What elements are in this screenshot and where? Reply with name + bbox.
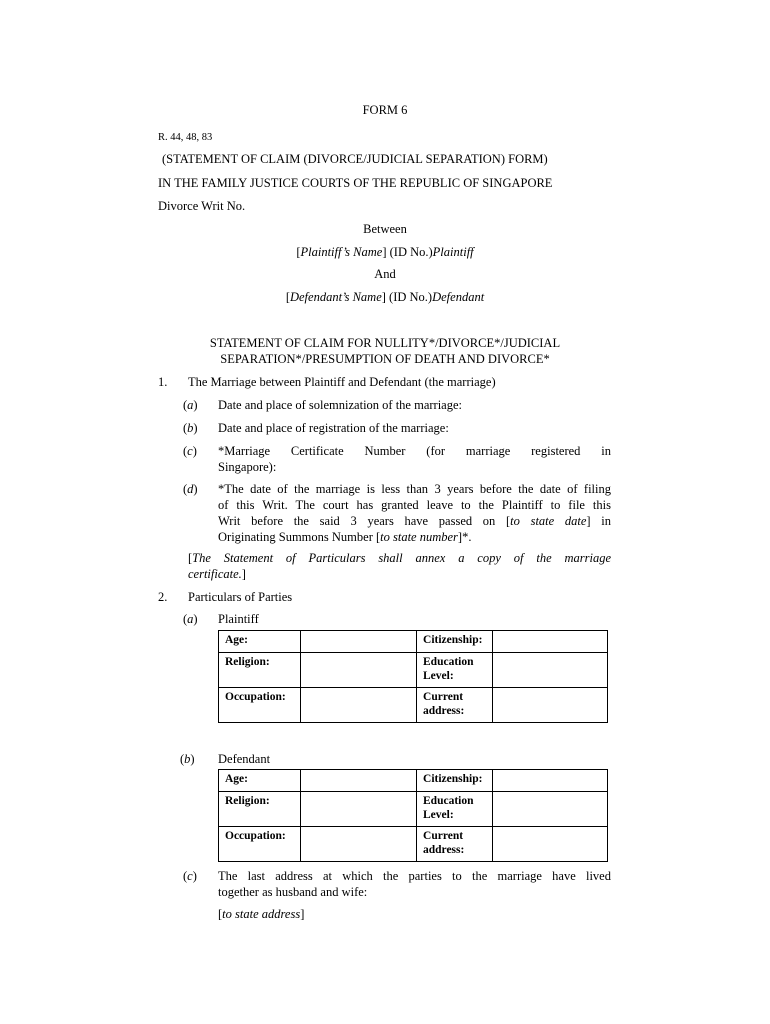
item-1c-label: (c) xyxy=(183,444,197,458)
last-address-text: The last address at which the parties to the marriage have lived together as husband and wife: xyxy=(218,869,611,899)
section-2-number: 2. xyxy=(158,590,168,604)
table-row xyxy=(219,653,608,688)
court-name: IN THE FAMILY JUSTICE COURTS OF THE REPUBLIC OF SINGAPORE xyxy=(158,176,553,190)
table-row xyxy=(219,688,608,723)
address-label: Current address: xyxy=(417,688,493,723)
plaintiff-occupation-cell[interactable] xyxy=(300,688,416,723)
citizenship-label: Citizenship: xyxy=(417,631,493,653)
plaintiff-id: ] (ID No.) xyxy=(382,245,433,259)
defendant-line: [Defendant’s Name] (ID No.)Defendant xyxy=(285,290,485,304)
education-label: Education Level: xyxy=(417,792,493,827)
plaintiff-education-cell[interactable] xyxy=(492,653,607,688)
plaintiff-role: Plaintiff xyxy=(432,245,474,259)
marriage-certificate-note: [The Statement of Particulars shall annex a copy of the marriage certificate.] xyxy=(188,551,611,581)
table-row xyxy=(219,631,608,653)
item-2c-label: (c) xyxy=(183,869,197,883)
address-label: Current address: xyxy=(417,827,493,862)
plaintiff-religion-cell[interactable] xyxy=(300,653,416,688)
item-1d-text: *The date of the marriage is less than 3 years before the date of filing of this Writ. The court has granted leave to the Plaintiff to file this Writ before the said 3 years have passed on [to state date] in Originating Summons Number [to state number]*. xyxy=(218,482,611,544)
writ-number: Divorce Writ No. xyxy=(158,199,246,213)
age-label: Age: xyxy=(219,770,301,792)
education-label: Education Level: xyxy=(417,653,493,688)
defendant-address-cell[interactable] xyxy=(492,827,607,862)
age-label: Age: xyxy=(219,631,301,653)
statement-title-1: STATEMENT OF CLAIM FOR NULLITY*/DIVORCE*/JUDICIAL xyxy=(209,336,561,350)
section-1-number: 1. xyxy=(158,375,168,389)
plaintiff-citizenship-cell[interactable] xyxy=(492,631,607,653)
rule-reference: R. 44, 48, 83 xyxy=(158,132,213,143)
defendant-age-cell[interactable] xyxy=(300,770,416,792)
defendant-id: ] (ID No.) xyxy=(381,290,433,304)
defendant-citizenship-cell[interactable] xyxy=(492,770,607,792)
item-2b-label: (b) xyxy=(180,752,195,766)
plaintiff-heading: Plaintiff xyxy=(218,612,259,626)
item-1b-label: (b) xyxy=(183,421,198,435)
plaintiff-address-cell[interactable] xyxy=(492,688,607,723)
religion-label: Religion: xyxy=(219,653,301,688)
item-1a-label: (a) xyxy=(183,398,198,412)
and-label: And xyxy=(374,267,396,281)
section-2-heading: Particulars of Parties xyxy=(188,590,293,604)
plaintiff-age-cell[interactable] xyxy=(300,631,416,653)
citizenship-label: Citizenship: xyxy=(417,770,493,792)
table-row xyxy=(219,770,608,792)
between-label: Between xyxy=(363,222,407,236)
defendant-religion-cell[interactable] xyxy=(300,792,416,827)
plaintiff-line: [Plaintiff’s Name] (ID No.)Plaintiff xyxy=(296,245,474,259)
defendant-occupation-cell[interactable] xyxy=(300,827,416,862)
defendant-name-placeholder: Defendant’s Name xyxy=(289,290,382,304)
item-1b-text: Date and place of registration of the marriage: xyxy=(218,421,449,435)
defendant-role: Defendant xyxy=(432,290,485,304)
table-row xyxy=(219,792,608,827)
plaintiff-name-placeholder: Plaintiff’s Name xyxy=(300,245,383,259)
defendant-education-cell[interactable] xyxy=(492,792,607,827)
defendant-heading: Defendant xyxy=(218,752,271,766)
occupation-label: Occupation: xyxy=(219,827,301,862)
defendant-particulars-table xyxy=(218,769,608,862)
form-title: FORM 6 xyxy=(362,103,408,117)
occupation-label: Occupation: xyxy=(219,688,301,723)
religion-label: Religion: xyxy=(219,792,301,827)
plaintiff-particulars-table xyxy=(218,630,608,723)
form-heading: (STATEMENT OF CLAIM (DIVORCE/JUDICIAL SEPARATION) FORM) xyxy=(162,152,548,166)
statement-title-2: SEPARATION*/PRESUMPTION OF DEATH AND DIVORCE* xyxy=(220,352,550,366)
address-placeholder: [to state address] xyxy=(218,907,305,921)
item-1d-label: (d) xyxy=(183,482,198,496)
item-1a-text: Date and place of solemnization of the marriage: xyxy=(218,398,462,412)
item-1c-text: *Marriage Certificate Number (for marriage registered in Singapore): xyxy=(218,444,611,474)
item-2a-label: (a) xyxy=(183,612,198,626)
section-1-heading: The Marriage between Plaintiff and Defendant (the marriage) xyxy=(188,375,496,389)
table-row xyxy=(219,827,608,862)
